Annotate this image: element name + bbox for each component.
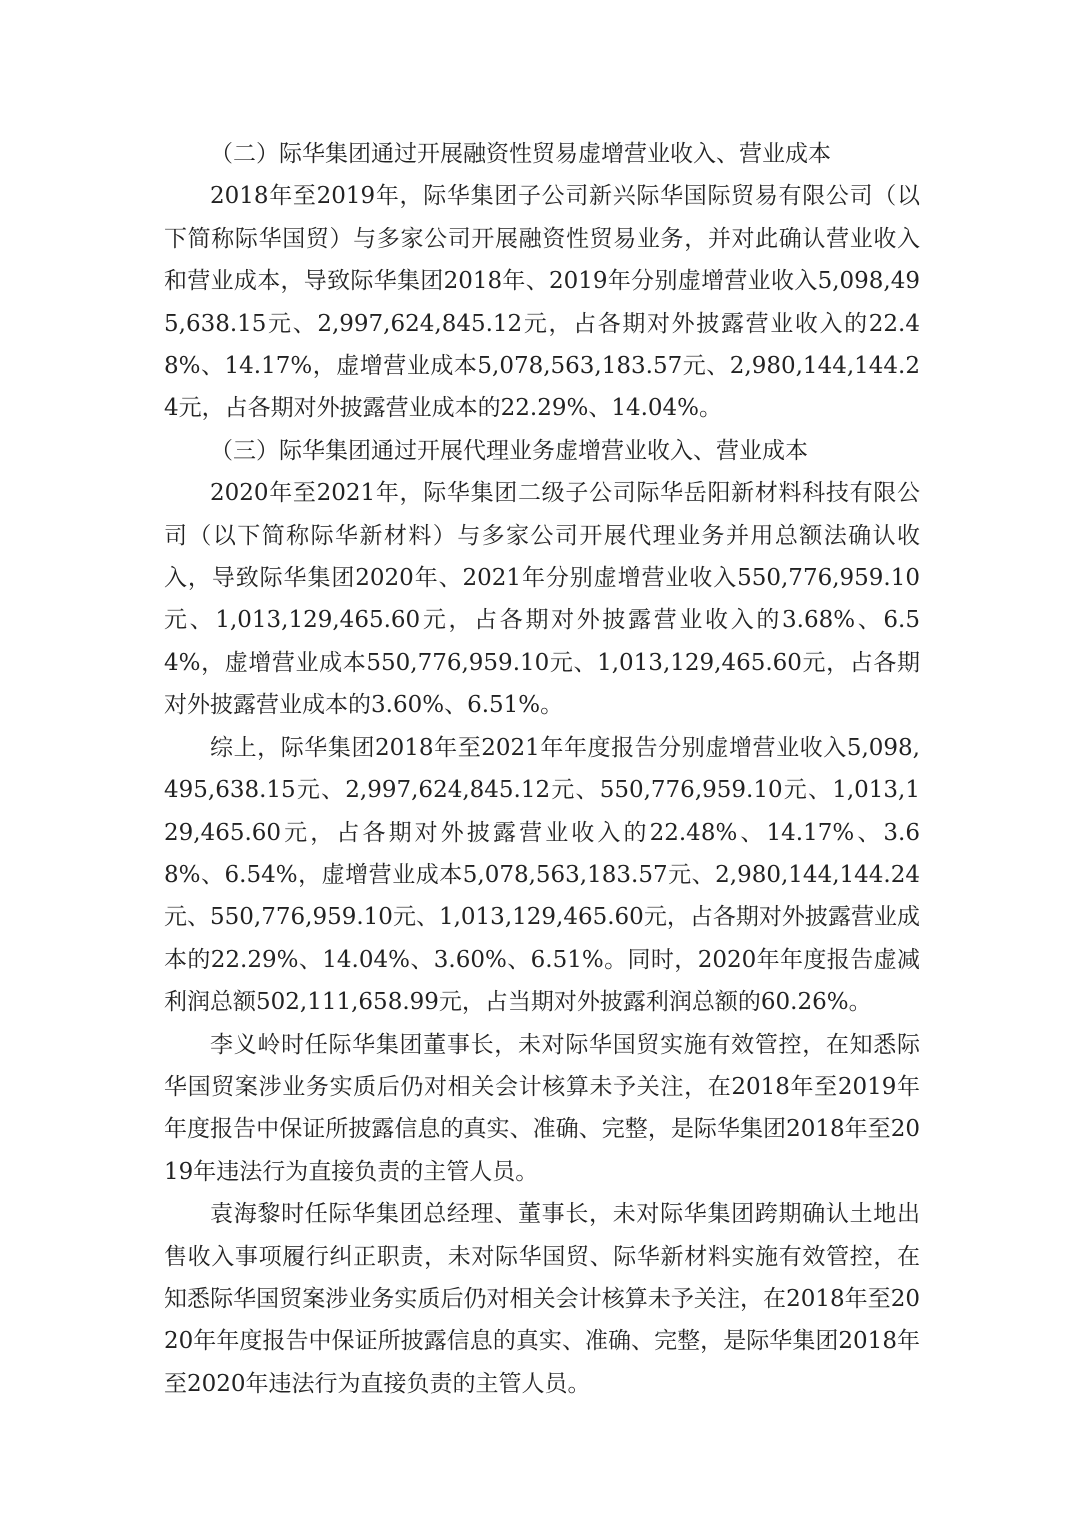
- paragraph-summary: 综上，际华集团2018年至2021年年度报告分别虚增营业收入5,098,495,638.15元、2,997,624,845.12元、550,776,959.10元、1,013,129,465.60元，占各期对外披露营业收入的22.48%、14.17%、3.68%、6.54%，虚增营业成本5,078,563,183.57元、2,980,144,144.24元、550,776,959.10元、1,013,129,465.60元，占各期对外披露营业成本的22.29%、14.04%、3.60%、6.51%。同时，2020年年度报告虚减利润总额502,111,658.99元，占当期对外披露利润总额的60.26%。: [164, 734, 920, 1016]
- section-heading-2: （二）际华集团通过开展融资性贸易虚增营业收入、营业成本: [210, 141, 831, 167]
- paragraph-financing-trade: 2018年至2019年，际华集团子公司新兴际华国际贸易有限公司（以下简称际华国贸）与多家公司开展融资性贸易业务，并对此确认营业收入和营业成本，导致际华集团2018年、2019年分别虚增营业收入5,098,495,638.15元、2,997,624,845.12元，占各期对外披露营业收入的22.48%、14.17%，虚增营业成本5,078,563,183.57元、2,980,144,144.24元，占各期对外披露营业成本的22.29%、14.04%。: [164, 183, 920, 422]
- paragraph-agency-business: 2020年至2021年，际华集团二级子公司际华岳阳新材料科技有限公司（以下简称际华新材料）与多家公司开展代理业务并用总额法确认收入，导致际华集团2020年、2021年分别虚增营业收入550,776,959.10元、1,013,129,465.60元，占各期对外披露营业收入的3.68%、6.54%，虚增营业成本550,776,959.10元、1,013,129,465.60元，占各期对外披露营业成本的3.60%、6.51%。: [164, 480, 920, 719]
- paragraph-li-yiling: 李义岭时任际华集团董事长，未对际华国贸实施有效管控，在知悉际华国贸案涉业务实质后仍对相关会计核算未予关注，在2018年至2019年年度报告中保证所披露信息的真实、准确、完整，是际华集团2018年至2019年违法行为直接负责的主管人员。: [164, 1031, 920, 1185]
- paragraph-yuan-haili: 袁海黎时任际华集团总经理、董事长，未对际华集团跨期确认土地出售收入事项履行纠正职责，未对际华国贸、际华新材料实施有效管控，在知悉际华国贸案涉业务实质后仍对相关会计核算未予关注，在2018年至2020年年度报告中保证所披露信息的真实、准确、完整，是际华集团2018年至2020年违法行为直接负责的主管人员。: [164, 1201, 920, 1397]
- section-heading-3: （三）际华集团通过开展代理业务虚增营业收入、营业成本: [210, 437, 808, 464]
- document-page: [164, 133, 920, 1405]
